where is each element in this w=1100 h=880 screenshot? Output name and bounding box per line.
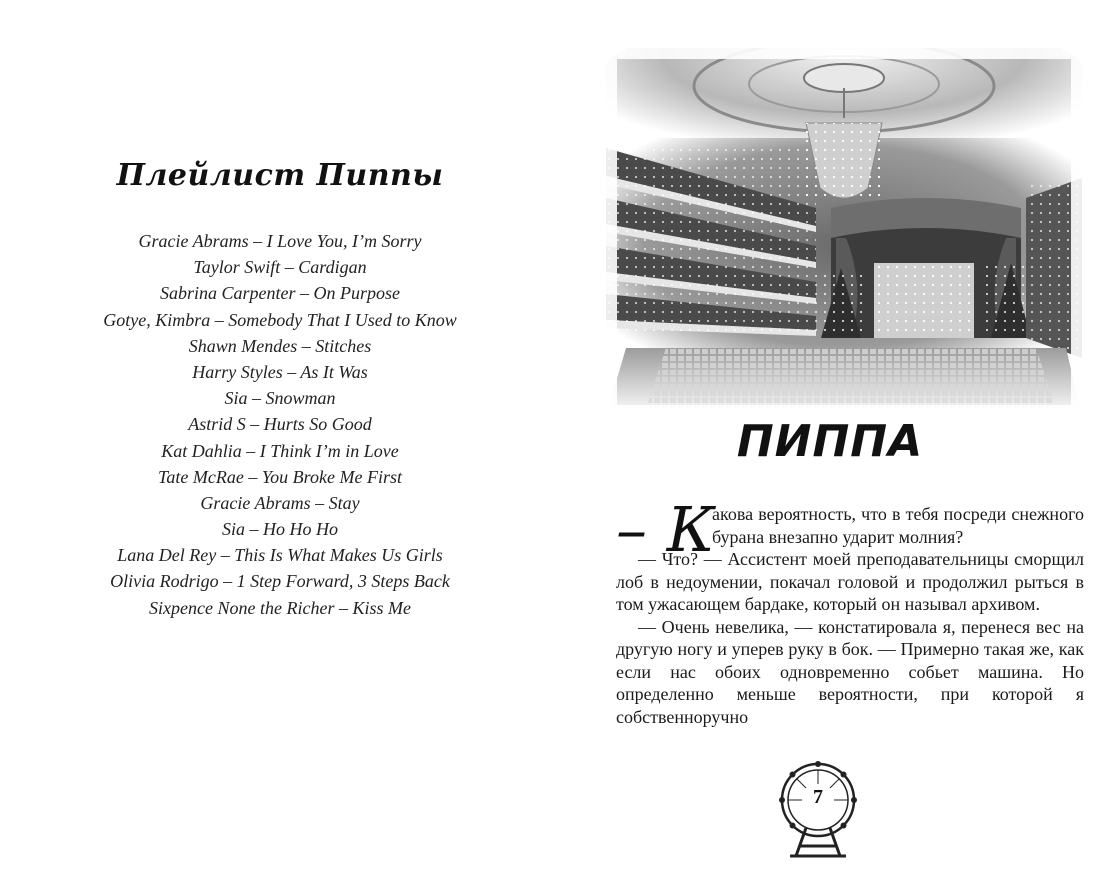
right-page [560, 0, 1100, 880]
playlist-track: Shawn Mendes – Stitches [188, 335, 372, 356]
opening-sentence: акова вероятность, что в тебя посреди снежного бурана внезапно ударит молния? [712, 504, 1084, 547]
playlist-track: Sabrina Carpenter – On Purpose [160, 283, 400, 304]
opening-line [616, 493, 1084, 566]
playlist-title: Плейлист Пиппы [116, 158, 444, 193]
paragraph: — Очень невелика, — констатировала я, перенеся вес на другую ногу и уперев руку в бок. — Примерно такая же, как если нас обоих одновременно собьет машина. Но определенно меньше вероятности, при которой я собственноручно [616, 616, 1084, 727]
playlist-track: Taylor Swift – Cardigan [193, 257, 367, 278]
playlist-track: Sia – Ho Ho Ho [222, 519, 338, 540]
playlist-track: Kat Dahlia – I Think I’m in Love [161, 440, 399, 461]
playlist [0, 228, 560, 621]
chapter-body [616, 493, 1084, 728]
drop-cap: – К [616, 493, 715, 566]
playlist-track: Tate McRae – You Broke Me First [158, 466, 402, 487]
playlist-track: Lana Del Rey – This Is What Makes Us Girls [117, 545, 443, 566]
playlist-track: Olivia Rodrigo – 1 Step Forward, 3 Steps Back [110, 571, 450, 592]
playlist-track: Sia – Snowman [224, 388, 336, 409]
playlist-track: Harry Styles – As It Was [192, 361, 368, 382]
theater-hall-illustration [606, 48, 1082, 416]
page-number: 7 [813, 786, 823, 808]
playlist-track: Gracie Abrams – I Love You, I’m Sorry [138, 231, 422, 251]
playlist-track: Astrid S – Hurts So Good [188, 414, 372, 435]
playlist-track: Gracie Abrams – Stay [200, 492, 360, 513]
ferris-wheel-icon [776, 760, 860, 860]
playlist-track: Gotye, Kimbra – Somebody That I Used to Know [103, 309, 457, 330]
playlist-track: Sixpence None the Richer – Kiss Me [149, 597, 411, 618]
paragraph: — Что? — Ассистент моей преподавательницы сморщил лоб в недоумении, покачал головой и продолжил рыться в том ужасающем бардаке, который он называл архивом. [616, 549, 1084, 614]
chapter-title: ПИППА [736, 416, 924, 467]
